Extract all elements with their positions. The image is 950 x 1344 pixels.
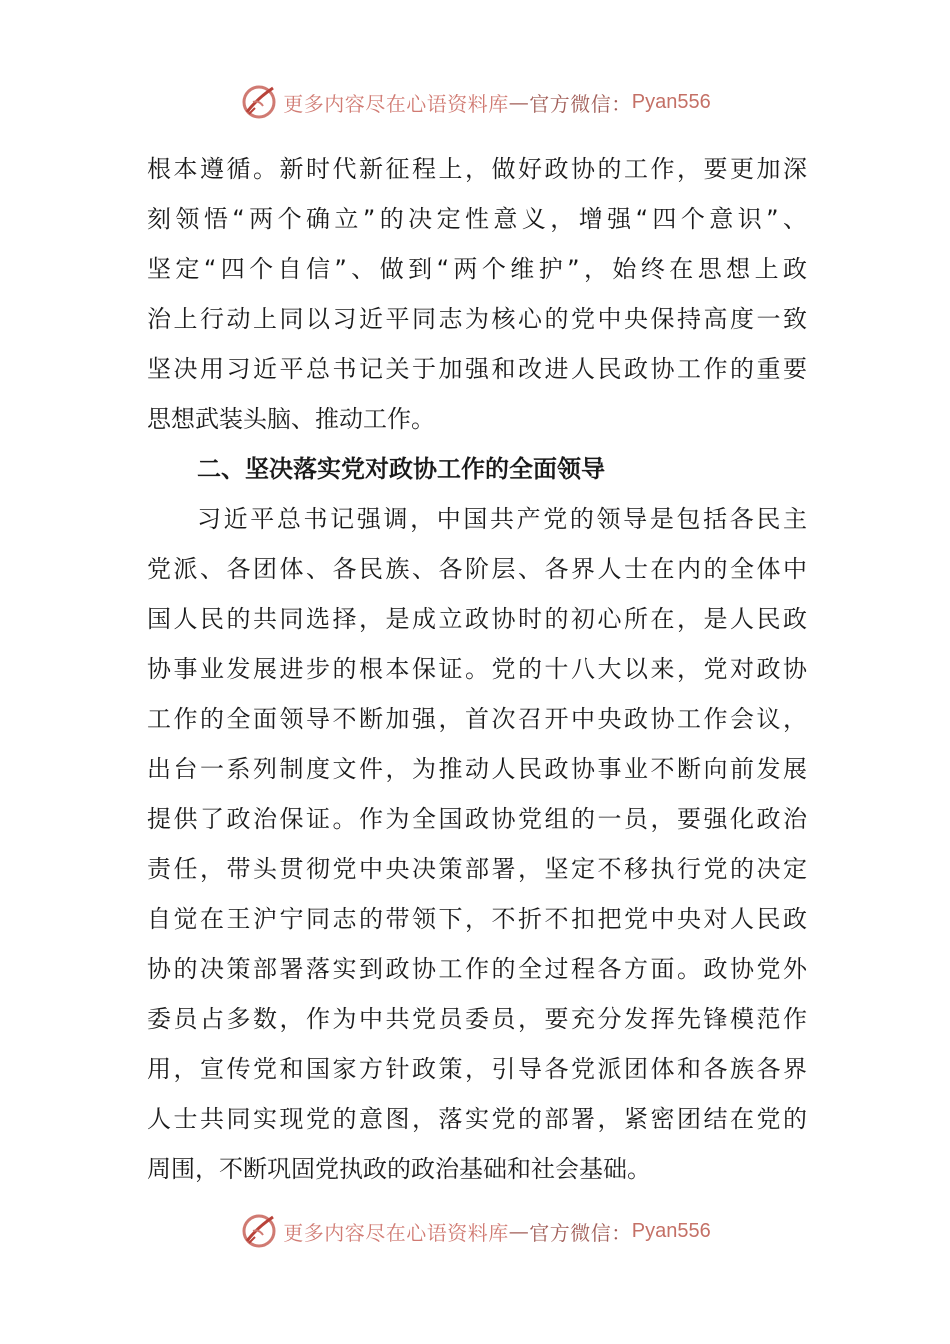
banner-sub-text: 官方微信： [529,91,632,116]
body-line: 提供了政治保证。作为全国政协党组的一员，要强化政治 [147,805,807,833]
body-line: 国人民的共同选择，是成立政协时的初心所在，是人民政 [147,605,807,633]
body-line: 坚决用习近平总书记关于加强和改进人民政协工作的重要 [147,355,807,383]
banner-main-text: 更多内容尽在心语资料库 [283,91,509,116]
body-line: 人士共同实现党的意图，落实党的部署，紧密团结在党的 [147,1105,807,1133]
banner-wechat-id: Pyan556 [631,90,711,113]
section-heading: 二、坚决落实党对政协工作的全面领导 [197,455,605,483]
body-line: 治上行动上同以习近平同志为核心的党中央保持高度一致 [147,305,807,333]
body-line: 责任，带头贯彻党中央决策部署，坚定不移执行党的决定 [147,855,807,883]
body-line: 出台一系列制度文件，为推动人民政协事业不断向前发展 [147,755,807,783]
body-line: 用，宣传党和国家方针政策，引导各党派团体和各族各界 [147,1055,807,1083]
body-line: 党派、各团体、各民族、各阶层、各界人士在内的全体中 [147,555,807,583]
banner-main-text: 更多内容尽在心语资料库 [283,1220,509,1245]
banner-dash: — [508,1219,530,1243]
body-line: 刻领悟“两个确立”的决定性意义，增强“四个意识”、 [147,205,807,233]
header-banner [0,80,950,124]
body-line: 思想武装头脑、推动工作。 [147,405,435,433]
banner-wechat-id: Pyan556 [631,1219,711,1242]
body-line: 协的决策部署落实到政协工作的全过程各方面。政协党外 [147,955,807,983]
body-line: 坚定“四个自信”、做到“两个维护”，始终在思想上政 [147,255,807,283]
body-line: 委员占多数，作为中共党员委员，要充分发挥先锋模范作 [147,1005,807,1033]
body-line: 自觉在王沪宁同志的带领下，不折不扣把党中央对人民政 [147,905,807,933]
banner-dash: — [508,90,530,114]
body-line: 工作的全面领导不断加强，首次召开中央政协工作会议， [147,705,807,733]
body-line: 周围，不断巩固党执政的政治基础和社会基础。 [147,1155,651,1183]
body-line: 协事业发展进步的根本保证。党的十八大以来，党对政协 [147,655,807,683]
banner-sub-text: 官方微信： [529,1220,632,1245]
pen-logo-icon [239,1211,279,1251]
body-line: 习近平总书记强调，中国共产党的领导是包括各民主 [197,505,807,533]
footer-banner [0,1209,950,1253]
document-body [147,144,807,1194]
body-line: 根本遵循。新时代新征程上，做好政协的工作，要更加深 [147,155,807,183]
pen-logo-icon [239,82,279,122]
